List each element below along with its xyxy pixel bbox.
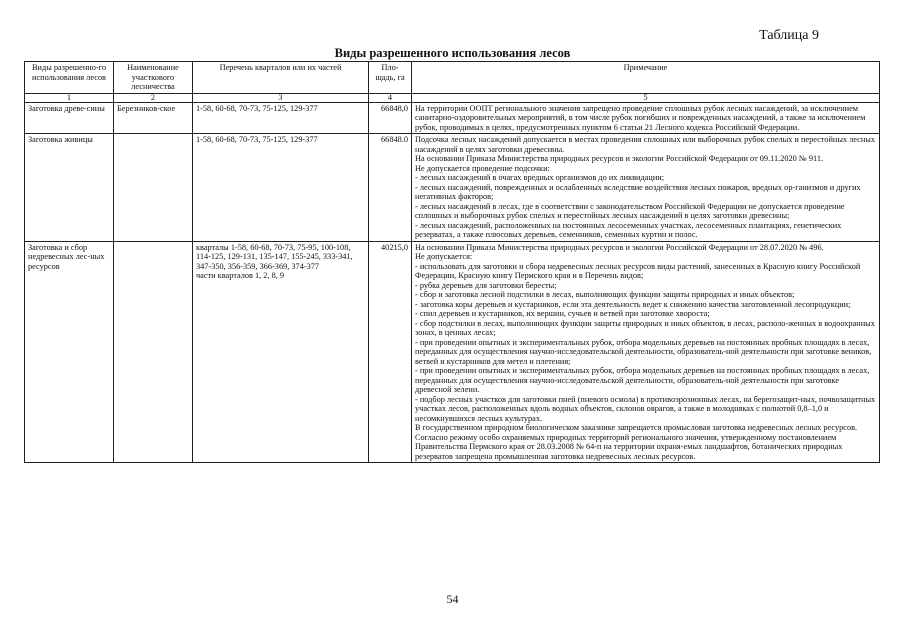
use-type-cell: Заготовка и сбор недревесных лес-ных ресурсов bbox=[25, 241, 114, 463]
quarters-line: 1-58, 60-68, 70-73, 75-125, 129-377 bbox=[196, 135, 318, 144]
table-row bbox=[25, 102, 880, 134]
column-number: 1 bbox=[25, 93, 114, 102]
quarters-cell bbox=[193, 134, 369, 242]
column-number: 2 bbox=[114, 93, 193, 102]
forestry-name-cell bbox=[114, 241, 193, 463]
note-paragraph: - использовать для заготовки и сбора недревесных лесных ресурсов виды растений, занесенных в Красную книгу Российской Федерации, Красную книгу Пермского края и в Перечень видов; bbox=[415, 261, 861, 280]
header-forestry-name: Наименование участкового лесничества bbox=[114, 62, 193, 94]
note-paragraph: - заготовка коры деревьев и кустарников, если эта деятельность ведет к снижению качества заготовленной лесопродукции; bbox=[415, 299, 851, 309]
header-use-type: Виды разрешенно-го использования лесов bbox=[25, 62, 114, 94]
note-paragraph: На территории ООПТ регионального значения запрещено проведение сплошных рубок лесных насаждений, за исключением санитарно-оздоровительных мероприятий, в том числе рубок погибших и поврежденных насаждений, а также за исключением рубок, проводимых в целях, предусмотренных пунктом 6 статьи 21 Лесного кодекса Российской Федерации. bbox=[415, 103, 866, 132]
column-number: 4 bbox=[369, 93, 412, 102]
forestry-name-cell bbox=[114, 134, 193, 242]
forestry-name-cell: Березников-ское bbox=[114, 102, 193, 134]
quarters-cell bbox=[193, 102, 369, 134]
header-notes: Примечание bbox=[412, 62, 880, 94]
note-paragraph: Подсочка лесных насаждений допускается в местах проведения сплошных или выборочных рубок спелых и перестойных лесных насаждений в целях заготовки древесины. bbox=[415, 135, 876, 154]
area-cell: 66848.0 bbox=[369, 134, 412, 242]
notes-cell bbox=[412, 241, 880, 463]
page-number: 54 bbox=[446, 592, 459, 606]
use-type-cell: Заготовка живицы bbox=[25, 134, 114, 242]
note-paragraph: На основании Приказа Министерства природных ресурсов и экологии Российской Федерации от 09.11.2020 № 911. bbox=[415, 154, 824, 163]
note-paragraph: На основании Приказа Министерства природных ресурсов и экологии Российской Федерации от 28.07.2020 № 496. bbox=[415, 242, 824, 252]
note-paragraph: - сбор подстилки в лесах, выполняющих функции защиты природных и иных объектов, в лесах, располо-женных в водоохранных зонах, в ценных лесах; bbox=[415, 318, 875, 337]
note-paragraph: - лесных насаждений в очагах вредных организмов до их ликвидации; bbox=[415, 173, 665, 182]
note-paragraph: - лесных насаждений, расположенных на постоянных лесосеменных участках, лесосеменных плантациях, генетических резерватах, а также плюсовых деревьев, семенников, семенных куртин и полос. bbox=[415, 220, 842, 239]
note-paragraph: Не допускается: bbox=[415, 252, 473, 261]
forest-use-table bbox=[24, 61, 880, 463]
note-paragraph: - лесных насаждений, поврежденных и ослабленных вследствие воздействия лесных пожаров, вредных ор-ганизмов и других негативных факторов; bbox=[415, 182, 861, 201]
notes-cell bbox=[412, 134, 880, 242]
note-paragraph: - лесных насаждений в лесах, где в соответствии с законодательством Российской Федерации не допускается проведение сплошных и выборочных рубок спелых и перестойных лесных насаждений в целях заготовки древесины; bbox=[415, 201, 845, 220]
note-paragraph: - подбор лесных участков для заготовки пней (пневого осмола) в противоэрозионных лесах, на берегозащит-ных, почвозащитных участках лесов, расположенных вдоль водных объектов, склонов оврагов, а также в молодняках с полнотой 0,8–1,0 и несомкнувшихся лесных культурах. bbox=[415, 394, 876, 423]
table-body bbox=[25, 102, 880, 463]
area-cell: 40215,0 bbox=[369, 241, 412, 463]
note-paragraph: - рубка деревьев для заготовки бересты; bbox=[415, 280, 557, 290]
notes-cell bbox=[412, 102, 880, 134]
note-paragraph: - при проведении опытных и экспериментальных рубок, отбора модельных деревьев на постоянных пробных площадях в лесах, переданных для осуществления научно-исследовательской деятельности, образователь-ной деятельности при заготовке веников, ветвей и кустарников для метел и плетения; bbox=[415, 337, 872, 366]
quarters-line: 1-58, 60-68, 70-73, 75-125, 129-377 bbox=[196, 103, 318, 113]
note-paragraph: - сбор и заготовка лесной подстилки в лесах, выполняющих функции защиты природных и иных объектов; bbox=[415, 290, 795, 299]
header-quarters-list: Перечень кварталов или их частей bbox=[193, 62, 369, 94]
note-paragraph: Не допускается проведение подсочки: bbox=[415, 163, 550, 173]
table-number-label: Таблица 9 bbox=[759, 28, 819, 43]
header-area: Пло-щадь, га bbox=[369, 62, 412, 94]
document-title: Виды разрешенного использования лесов bbox=[334, 46, 571, 60]
column-number-row bbox=[25, 93, 880, 102]
table-row bbox=[25, 241, 880, 463]
quarters-line: части кварталов 1, 2, 8, 9 bbox=[196, 271, 285, 280]
note-paragraph: В государственном природном биологическом заказнике запрещается промысловая заготовка недревесных лесных ресурсов. Согласно режиму особо охраняемых природных территорий регионального значения, утвержденному постановлением Правительства Пермского края от 28.03.2008 № 64-п на территории охраня-емых ландшафтов, ботанических природных резерватов запрещена промышленная заготовка недревесных лесных ресурсов. bbox=[415, 423, 858, 461]
area-cell: 66848,0 bbox=[369, 102, 412, 134]
column-number: 3 bbox=[193, 93, 369, 102]
table-header-row bbox=[25, 62, 880, 94]
note-paragraph: - при проведении опытных и экспериментальных рубок, отбора модельных деревьев на постоянных пробных площадях в лесах, переданных для осуществления научно-исследовательской деятельности, образователь-ной деятельности при заготовке древесной зелени. bbox=[415, 366, 870, 394]
quarters-line: кварталы 1-58, 60-68, 70-73, 75-95, 100-108, 114-125, 129-131, 135-147, 155-245, 333-341, 347-350, 356-359, 366-369, 374-377 bbox=[196, 242, 353, 271]
note-paragraph: - спил деревьев и кустарников, их вершин, сучьев и ветвей при заготовке хвороста; bbox=[415, 309, 710, 318]
column-number: 5 bbox=[412, 93, 880, 102]
use-type-cell: Заготовка древе-сины bbox=[25, 102, 114, 134]
quarters-cell bbox=[193, 241, 369, 463]
table-row bbox=[25, 134, 880, 242]
